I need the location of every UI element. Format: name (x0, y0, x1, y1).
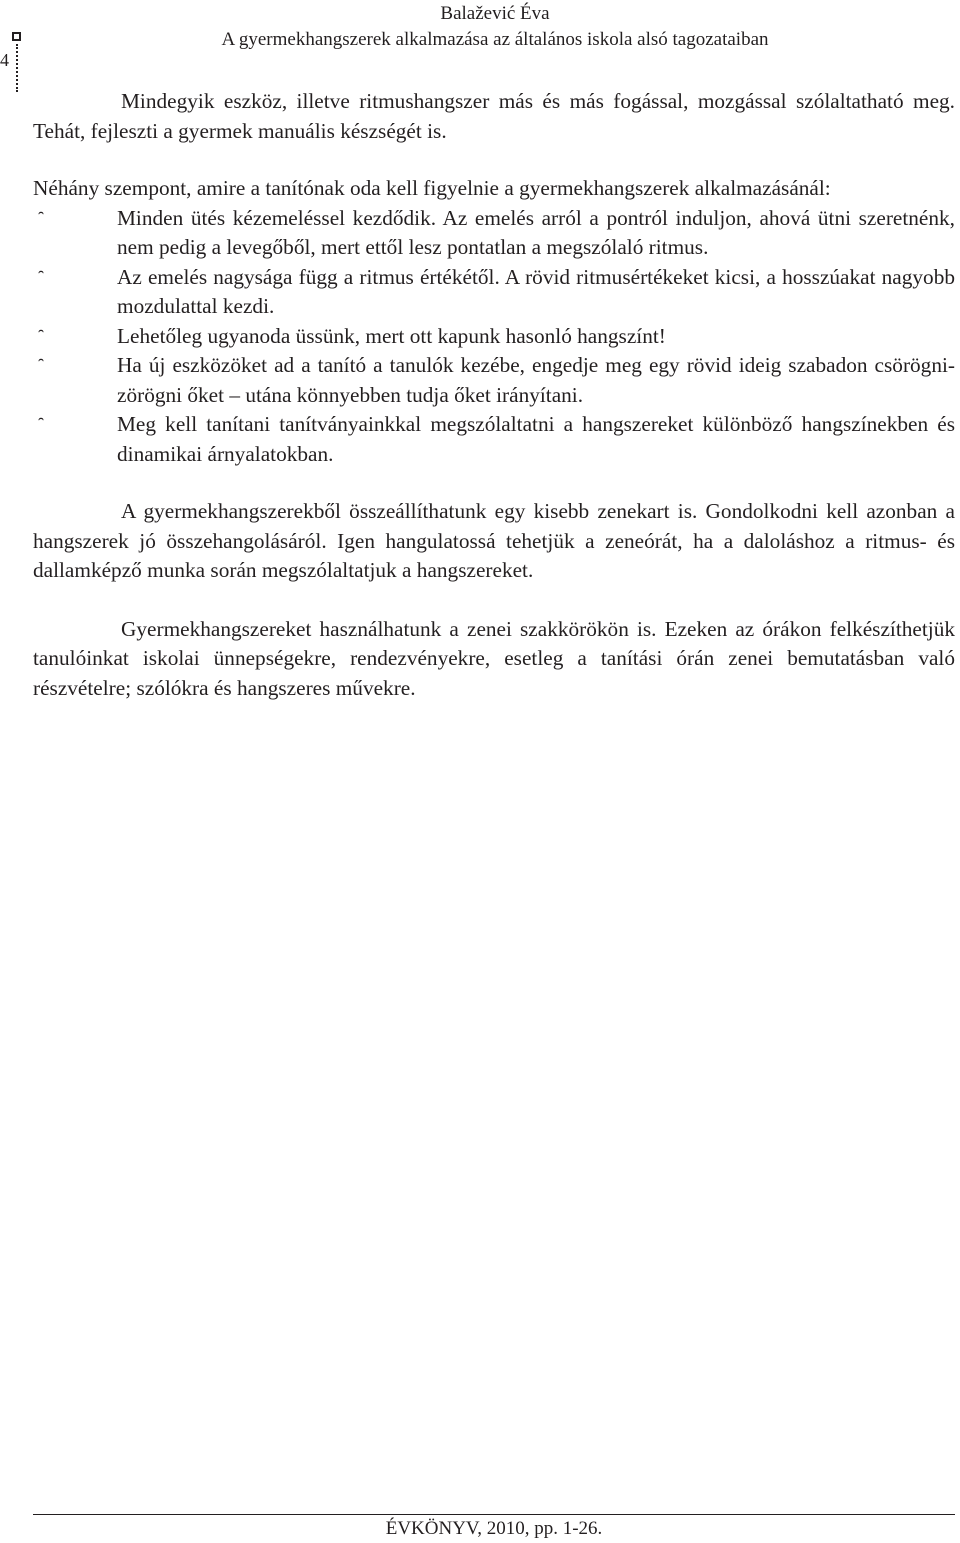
list-item-text: Meg kell tanítani tanítványainkkal megszólaltatni a hangszereket különböző hangszínekben és dinamikai árnyalatokban. (117, 412, 955, 466)
list-item-text: Az emelés nagysága függ a ritmus értékétől. A rövid ritmusértékeket kicsi, a hosszúakat nagyobb mozdulattal kezdi. (117, 264, 955, 318)
list-item-text: Ha új eszközöket ad a tanító a tanulók kezébe, engedje meg egy rövid ideig szabadon csörögni-zörögni őket – utána könnyebben tudja őket irányítani. (117, 353, 955, 407)
bullet-list (33, 204, 955, 470)
header-title: A gyermekhangszerek alkalmazása az általános iskola alsó tagozataiban (221, 29, 769, 50)
paragraph-1: Mindegyik eszköz, illetve ritmushangszer más és más fogással, mozgással szólaltatható meg. Tehát, fejleszti a gyermek manuális készségét is. (33, 89, 955, 143)
list-item (33, 410, 955, 469)
paragraph-3: Gyermekhangszereket használhatunk a zenei szakkörökön is. Ezeken az órákon felkészíthetjük tanulóinkat iskolai ünnepségekre, rendezvényekre, esetleg a tanítási órán zenei bemutatásban való részvételre; szólókra és hangszeres művekre. (33, 616, 955, 700)
paragraph-2: A gyermekhangszerekből összeállíthatunk egy kisebb zenekart is. Gondolkodni kell azonban a hangszerek jó összehangolásáról. Igen hangulatossá tehetjük a zeneórát, ha a daloláshoz a ritmus- és dallamképző munka során megszólaltatjuk a hangszereket. (33, 499, 955, 582)
header-author: Balažević Éva (440, 3, 550, 24)
footer-citation: ÉVKÖNYV, 2010, pp. 1-26. (385, 1518, 603, 1539)
page-number: 4 (0, 50, 9, 70)
list-item (33, 322, 955, 352)
footer-rule (33, 1514, 955, 1515)
list-item-text: Lehetőleg ugyanoda üssünk, mert ott kapunk hasonló hangszínt! (117, 323, 666, 348)
list-item (33, 204, 955, 263)
list-item (33, 263, 955, 322)
list-item (33, 351, 955, 410)
list-intro: Néhány szempont, amire a tanítónak oda kell figyelnie a gyermekhangszerek alkalmazásánál: (33, 176, 831, 200)
main-content (33, 87, 955, 703)
list-item-text: Minden ütés kézemeléssel kezdődik. Az emelés arról a pontról induljon, ahová ütni szeretnénk, nem pedig a levegőből, mert ettől lesz pontatlan a megszólaló ritmus. (117, 205, 955, 259)
